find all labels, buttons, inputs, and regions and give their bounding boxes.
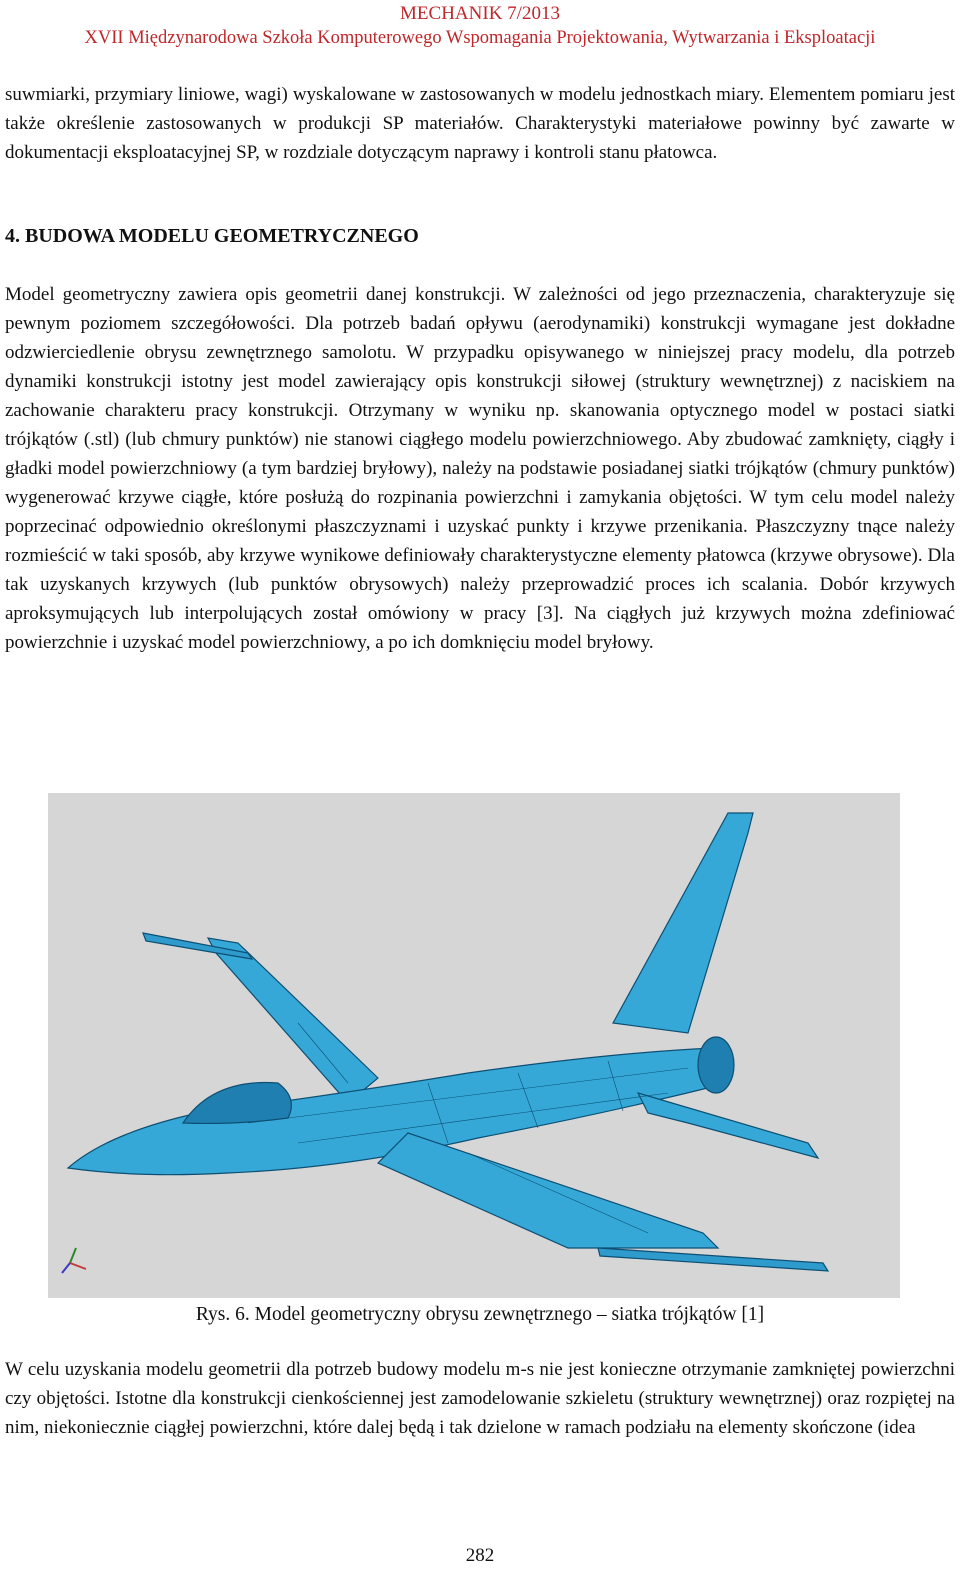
top-paragraph-block <box>5 80 955 167</box>
paragraph-main: Model geometryczny zawiera opis geometrii danej konstrukcji. W zależności od jego przeznaczenia, charakteryzuje się pewnym poziomem szczegółowości. Dla potrzeb badań opływu (aerodynamiki) konstrukcji wymagane jest dokładne odzwierciedlenie obrysu zewnętrznego samolotu. W przypadku opisywanego w niniejszej pracy modelu, dla potrzeb dynamiki konstrukcji istotny jest model zawierający opis konstrukcji siłowej (struktury wewnętrznej) z naciskiem na zachowanie charakteru pracy konstrukcji. Otrzymany w wyniku np. skanowania optycznego model w postaci siatki trójkątów (.stl) (lub chmury punktów) nie stanowi ciągłego modelu powierzchniowego. Aby zbudować zamknięty, ciągły i gładki model powierzchniowy (a tym bardziej bryłowy), należy na podstawie posiadanej siatki trójkątów (chmury punktów) wygenerować krzywe ciągłe, które posłużą do rozpinania powierzchni i zamykania objętości. W tym celu model należy poprzecinać odpowiednio określonymi płaszczyznami i uzyskać punkty i krzywe przenikania. Płaszczyzny tnące należy rozmieścić w taki sposób, aby krzywe wynikowe definiowały charakterystyczne elementy płatowca (krzywe obrysowe). Dla tak uzyskanych krzywych (lub punktów obrysowych) należy przeprowadzić proces ich scalania. Dobór krzywych aproksymujących lub interpolujących został omówiony w pracy [3]. Na ciągłych już krzywych można zdefiniować powierzchnie i uzyskać model powierzchniowy, a po ich domknięciu model bryłowy. <box>5 284 955 653</box>
paragraph-top: suwmiarki, przymiary liniowe, wagi) wyskalowane w zastosowanych w modelu jednostkach miary. Elementem pomiaru jest także określenie zastosowanych w produkcji SP materiałów. Charakterystyki materiałowe powinny być zawarte w dokumentacji eksploatacyjnej SP, w rozdziale dotyczącym naprawy i kontroli stanu płatowca. <box>5 84 955 163</box>
figure-caption: Rys. 6. Model geometryczny obrysu zewnętrznego – siatka trójkątów [1] <box>195 1304 765 1325</box>
page-number: 282 <box>465 1545 495 1566</box>
section-heading: 4. BUDOWA MODELU GEOMETRYCZNEGO <box>5 225 419 247</box>
page-header <box>0 2 960 50</box>
journal-title: MECHANIK 7/2013 <box>400 3 560 24</box>
paragraph-bottom: W celu uzyskania modelu geometrii dla potrzeb budowy modelu m-s nie jest konieczne otrzymanie zamkniętej powierzchni czy objętości. Istotne dla konstrukcji cienkościennej jest zamodelowanie szkieletu (struktury wewnętrznej) oraz rozpiętej na nim, niekoniecznie ciągłej powierzchni, które dalej będą i tak dzielone w ramach podziału na elementy skończone (idea <box>5 1359 955 1438</box>
main-paragraph-block <box>5 280 955 657</box>
engine-nozzle <box>698 1037 734 1093</box>
figure-background <box>48 793 900 1298</box>
conference-title: XVII Międzynarodowa Szkoła Komputerowego Wspomagania Projektowania, Wytwarzania i Eksploatacji <box>84 28 876 48</box>
figure-aircraft-mesh <box>48 793 900 1298</box>
bottom-paragraph-block <box>5 1355 955 1442</box>
aircraft-mesh-image <box>48 793 900 1298</box>
